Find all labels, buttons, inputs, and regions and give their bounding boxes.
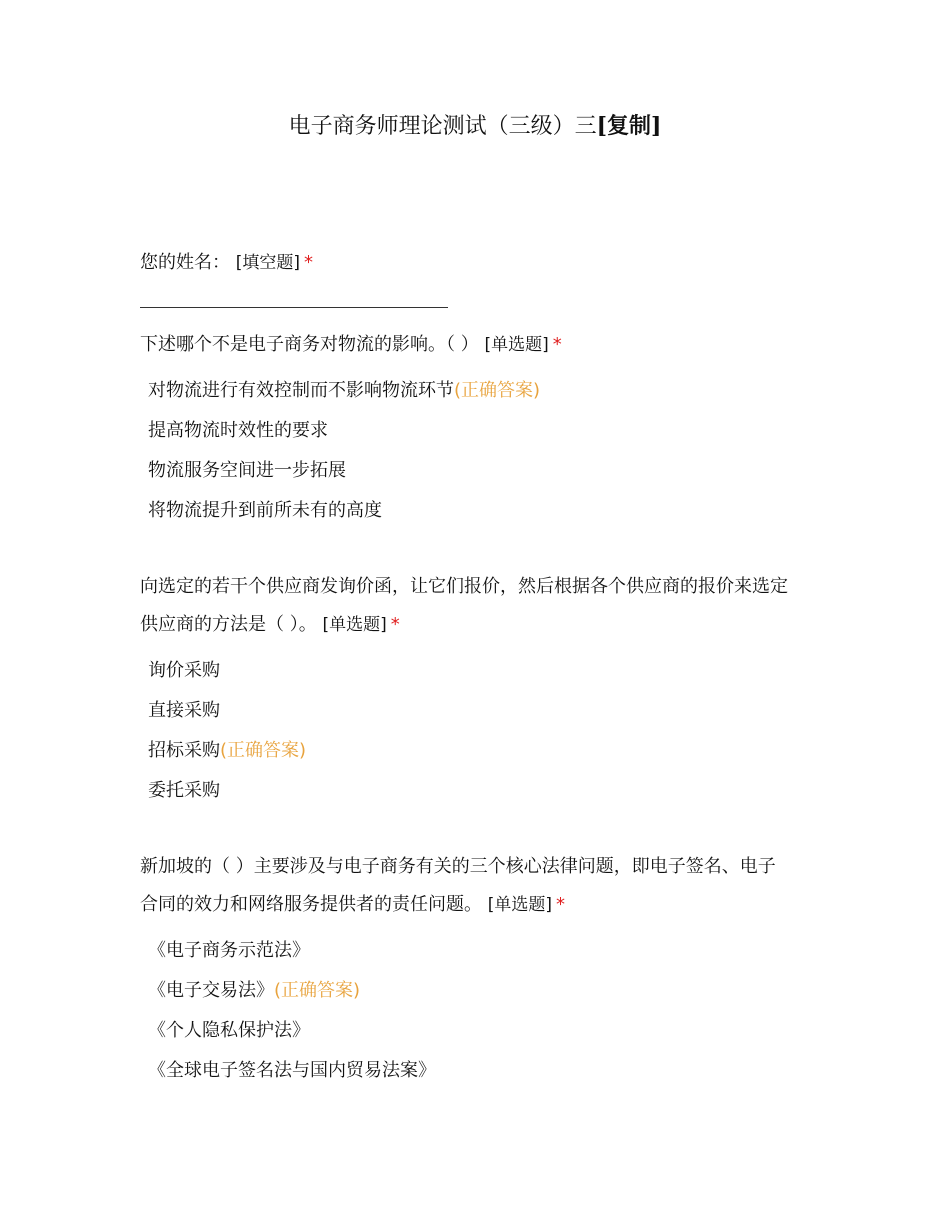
question-type: [填空题] xyxy=(235,253,300,273)
option-label: 直接采购 xyxy=(148,700,220,721)
question-text-line-2 xyxy=(140,886,820,924)
q2-option-2[interactable] xyxy=(148,417,328,445)
q3-option-4[interactable] xyxy=(148,777,220,805)
q3-option-2[interactable] xyxy=(148,697,220,725)
option-label: 物流服务空间进一步拓展 xyxy=(148,460,346,481)
q4-option-4[interactable] xyxy=(148,1057,436,1085)
option-label: 招标采购 xyxy=(148,740,220,761)
title-main: 电子商务师理论测试（三级）三 xyxy=(288,114,597,139)
question-1-label xyxy=(140,244,820,282)
option-label: 提高物流时效性的要求 xyxy=(148,420,328,441)
question-text-line-1: 新加坡的（ ）主要涉及与电子商务有关的三个核心法律问题，即电子签名、电子 xyxy=(140,856,776,877)
question-3-label xyxy=(140,568,820,644)
question-text-line-2-text: 供应商的方法是（ ）。 xyxy=(140,614,317,635)
option-label: 《电子交易法》 xyxy=(148,980,274,1001)
required-marker: * xyxy=(556,894,565,915)
question-type: [单选题] xyxy=(322,615,387,635)
required-marker: * xyxy=(304,252,313,273)
option-label: 《个人隐私保护法》 xyxy=(148,1020,310,1041)
q2-option-4[interactable] xyxy=(148,497,382,525)
q3-option-1[interactable] xyxy=(148,657,220,685)
correct-answer-marker: (正确答案) xyxy=(220,740,307,761)
correct-answer-marker: (正确答案) xyxy=(274,980,361,1001)
question-text-line-2-text: 合同的效力和网络服务提供者的责任问题。 xyxy=(140,894,482,915)
option-label: 《电子商务示范法》 xyxy=(148,940,310,961)
title-suffix: [复制] xyxy=(596,113,662,139)
question-text-line-2 xyxy=(140,606,820,644)
question-text-line-1: 向选定的若干个供应商发询价函，让它们报价，然后根据各个供应商的报价来选定 xyxy=(140,576,788,597)
q4-option-3[interactable] xyxy=(148,1017,310,1045)
q2-option-3[interactable] xyxy=(148,457,346,485)
required-marker: * xyxy=(552,334,562,355)
question-4-label xyxy=(140,848,820,924)
question-2-label xyxy=(140,326,820,364)
question-type: [单选题] xyxy=(487,895,552,915)
q3-option-3[interactable] xyxy=(148,737,306,765)
q2-option-1[interactable] xyxy=(148,377,540,405)
option-label: 委托采购 xyxy=(148,780,220,801)
page-title xyxy=(0,110,950,143)
option-label: 将物流提升到前所未有的高度 xyxy=(148,500,382,521)
option-label: 对物流进行有效控制而不影响物流环节 xyxy=(148,380,454,401)
correct-answer-marker: (正确答案) xyxy=(454,380,541,401)
q4-option-1[interactable] xyxy=(148,937,310,965)
question-text: 您的姓名： xyxy=(140,252,230,273)
q4-option-2[interactable] xyxy=(148,977,360,1005)
option-label: 《全球电子签名法与国内贸易法案》 xyxy=(148,1060,436,1081)
required-marker: * xyxy=(390,614,400,635)
question-text: 下述哪个不是电子商务对物流的影响。（ ） xyxy=(140,334,479,355)
option-label: 询价采购 xyxy=(148,660,220,681)
name-fill-line[interactable] xyxy=(140,307,448,308)
question-type: [单选题] xyxy=(484,335,549,355)
